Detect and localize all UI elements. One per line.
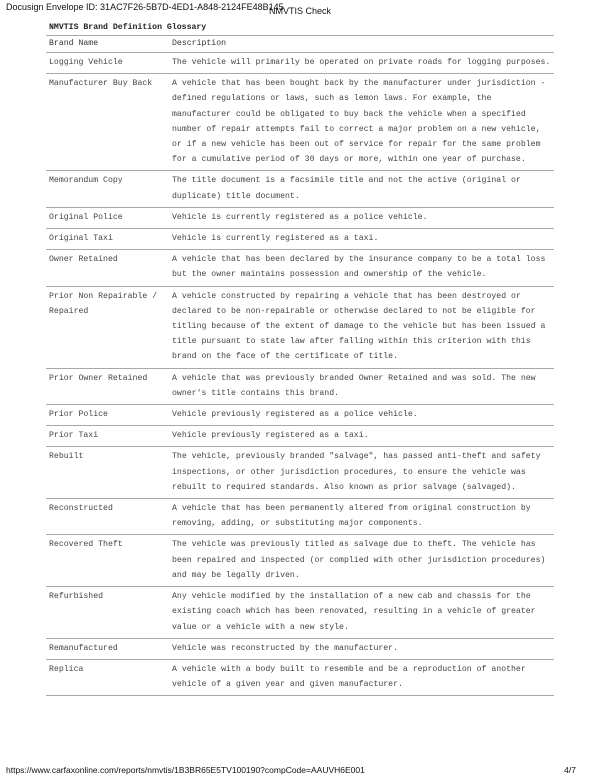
table-row bbox=[46, 535, 554, 587]
brand-name-cell: Replica bbox=[46, 659, 169, 695]
table-row bbox=[46, 171, 554, 207]
brand-description-cell: A vehicle that has been declared by the insurance company to be a total loss but the owner maintains possession and ownership of the vehicle. bbox=[169, 250, 554, 286]
table-row bbox=[46, 638, 554, 659]
brand-description-cell: Vehicle is currently registered as a taxi. bbox=[169, 229, 554, 250]
brand-name-cell: Prior Taxi bbox=[46, 426, 169, 447]
brand-description-cell: The vehicle was previously titled as salvage due to theft. The vehicle has been repaired and inspected (or complied with other jurisdiction procedures) and may be legally driven. bbox=[169, 535, 554, 587]
table-row bbox=[46, 229, 554, 250]
brand-name-cell: Remanufactured bbox=[46, 638, 169, 659]
brand-description-cell: Any vehicle modified by the installation of a new cab and chassis for the existing coach which has been renovated, resulting in a vehicle of greater value or a vehicle with a new style. bbox=[169, 587, 554, 639]
brand-name-cell: Reconstructed bbox=[46, 499, 169, 535]
column-header-description: Description bbox=[169, 36, 554, 53]
table-row bbox=[46, 426, 554, 447]
brand-description-cell: A vehicle constructed by repairing a vehicle that has been destroyed or declared to be non-repairable or otherwise declared to not be eligible for titling because of the extent of damage to the vehicle but has been issued a title pursuant to state law after falling within this criterion with this brand on the face of the certificate of title. bbox=[169, 286, 554, 368]
brand-description-cell: A vehicle that has been bought back by the manufacturer under jurisdiction -defined regulations or laws, such as lemon laws. For example, the manufacturer could be obligated to buy back the vehicle when a specified number of repair attempts fail to correct a major problem on a new vehicle, or if a new vehicle has been out of service for repair for the same problem for a cumulative period of 30 days or more, within one year of purchase. bbox=[169, 74, 554, 171]
footer-url: https://www.carfaxonline.com/reports/nmvtis/1B3BR65E5TV100190?compCode=AAUVH6E001 bbox=[6, 765, 365, 775]
brand-description-cell: Vehicle was reconstructed by the manufacturer. bbox=[169, 638, 554, 659]
table-row bbox=[46, 53, 554, 74]
table-row bbox=[46, 368, 554, 404]
brand-name-cell: Prior Non Repairable / Repaired bbox=[46, 286, 169, 368]
brand-name-cell: Original Police bbox=[46, 207, 169, 228]
table-row bbox=[46, 659, 554, 695]
column-header-brand-name: Brand Name bbox=[46, 36, 169, 53]
brand-description-cell: The vehicle, previously branded "salvage", has passed anti-theft and safety inspections, or other jurisdiction procedures, to ensure the vehicle was rebuilt to required standards. Also known as prior salvage (salvaged). bbox=[169, 447, 554, 499]
brand-description-cell: A vehicle with a body built to resemble and be a reproduction of another vehicle of a given year and given manufacturer. bbox=[169, 659, 554, 695]
page-title: NMVTIS Check bbox=[268, 6, 331, 16]
brand-name-cell: Manufacturer Buy Back bbox=[46, 74, 169, 171]
table-row bbox=[46, 587, 554, 639]
brand-description-cell: Vehicle previously registered as a taxi. bbox=[169, 426, 554, 447]
table-row bbox=[46, 499, 554, 535]
brand-name-cell: Recovered Theft bbox=[46, 535, 169, 587]
table-row bbox=[46, 250, 554, 286]
table-row bbox=[46, 207, 554, 228]
brand-description-cell: Vehicle previously registered as a police vehicle. bbox=[169, 405, 554, 426]
brand-name-cell: Original Taxi bbox=[46, 229, 169, 250]
brand-description-cell: The vehicle will primarily be operated on private roads for logging purposes. bbox=[169, 53, 554, 74]
brand-name-cell: Rebuilt bbox=[46, 447, 169, 499]
brand-name-cell: Owner Retained bbox=[46, 250, 169, 286]
table-row bbox=[46, 447, 554, 499]
table-row bbox=[46, 74, 554, 171]
brand-name-cell: Refurbished bbox=[46, 587, 169, 639]
glossary-body bbox=[46, 53, 554, 696]
brand-description-cell: Vehicle is currently registered as a police vehicle. bbox=[169, 207, 554, 228]
brand-glossary-table bbox=[46, 21, 554, 696]
table-row bbox=[46, 405, 554, 426]
brand-name-cell: Logging Vehicle bbox=[46, 53, 169, 74]
page-number: 4/7 bbox=[564, 765, 576, 775]
brand-name-cell: Memorandum Copy bbox=[46, 171, 169, 207]
table-row bbox=[46, 286, 554, 368]
brand-description-cell: The title document is a facsimile title and not the active (original or duplicate) title document. bbox=[169, 171, 554, 207]
envelope-id: Docusign Envelope ID: 31AC7F26-5B7D-4ED1-A848-2124FE48B145 bbox=[6, 2, 284, 12]
brand-name-cell: Prior Owner Retained bbox=[46, 368, 169, 404]
brand-description-cell: A vehicle that has been permanently altered from original construction by removing, adding, or substituting major components. bbox=[169, 499, 554, 535]
brand-name-cell: Prior Police bbox=[46, 405, 169, 426]
brand-description-cell: A vehicle that was previously branded Owner Retained and was sold. The new owner's title contains this brand. bbox=[169, 368, 554, 404]
glossary-title: NMVTIS Brand Definition Glossary bbox=[46, 21, 554, 36]
